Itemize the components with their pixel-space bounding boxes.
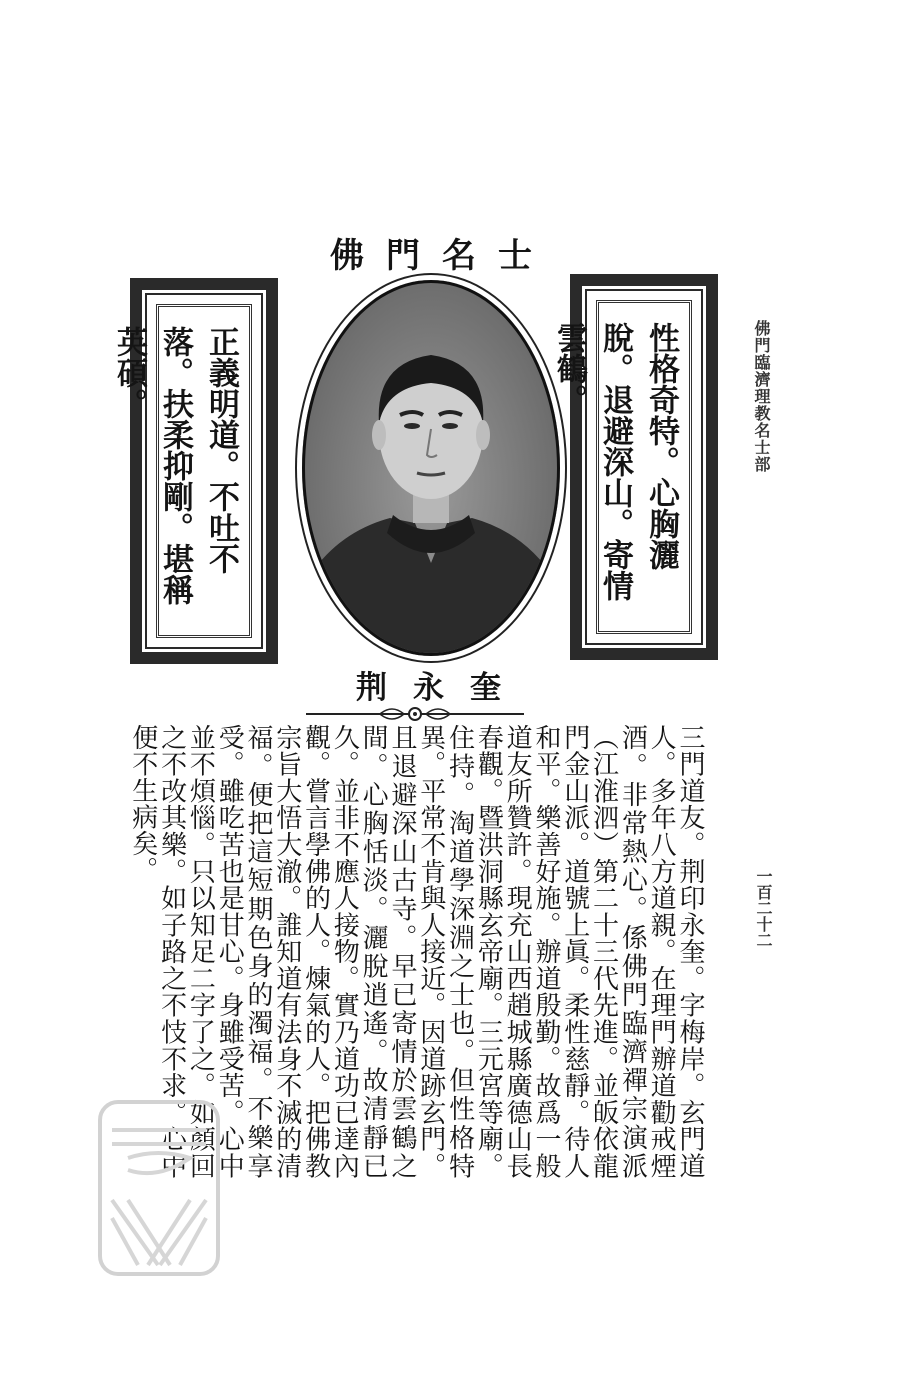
left-couplet-frame: [111, 278, 278, 664]
biography-text: 三門道友。荆印永奎。字梅岸。玄門道人。多年八方道親。在理門辦道勸戒煙酒。非常熱心。係佛門臨濟禪宗演派（江淮泗）第二十三代先進。並皈依龍門金山派。道號上眞。柔性慈靜。待人和平。樂善好施。辦道殷勤。故爲一般道友所贊許。現充山西趙城縣廣德山長春觀。暨洪洞縣玄帝廟。三元宮等廟。住持。淘道學深淵之士也。但性格特異。平常不肯與人接近。因道跡玄門。且退避深山古寺。早已寄情於雲鶴之間。心胸恬淡。灑脫逍遙。故清靜已久。並非不應人接物。實乃道功已達內觀。嘗言學佛的人。煉氣的人。把佛教宗旨大悟大澈。誰知道有法身不滅的清福。便把這短期色身的濁福。不樂享受。雖吃苦也是甘心。身雖受苦。心中並不煩惱。只以知足二字了之。如顏回之不改其樂。如子路之不忮不求。心中便不生病矣。: [127, 724, 705, 1179]
left-couplet: 正義明道。不吐不落。扶柔抑剛。堪稱英碩。: [111, 326, 239, 605]
right-couplet: 性格奇特。心胸灑脫。退避深山。寄情雲鶴。: [551, 322, 679, 601]
portrait-name: 荆永奎: [356, 670, 527, 706]
right-couplet-frame: [551, 274, 718, 660]
running-header: 佛門臨濟理教名士部: [752, 320, 771, 473]
page-number: 一百二十二: [754, 868, 773, 948]
page-title: 佛門名士: [330, 236, 554, 276]
portrait-photo: [302, 280, 560, 656]
library-watermark-logo: [98, 1100, 220, 1276]
ornamental-divider: [300, 704, 530, 724]
portrait-figure: [305, 283, 557, 653]
